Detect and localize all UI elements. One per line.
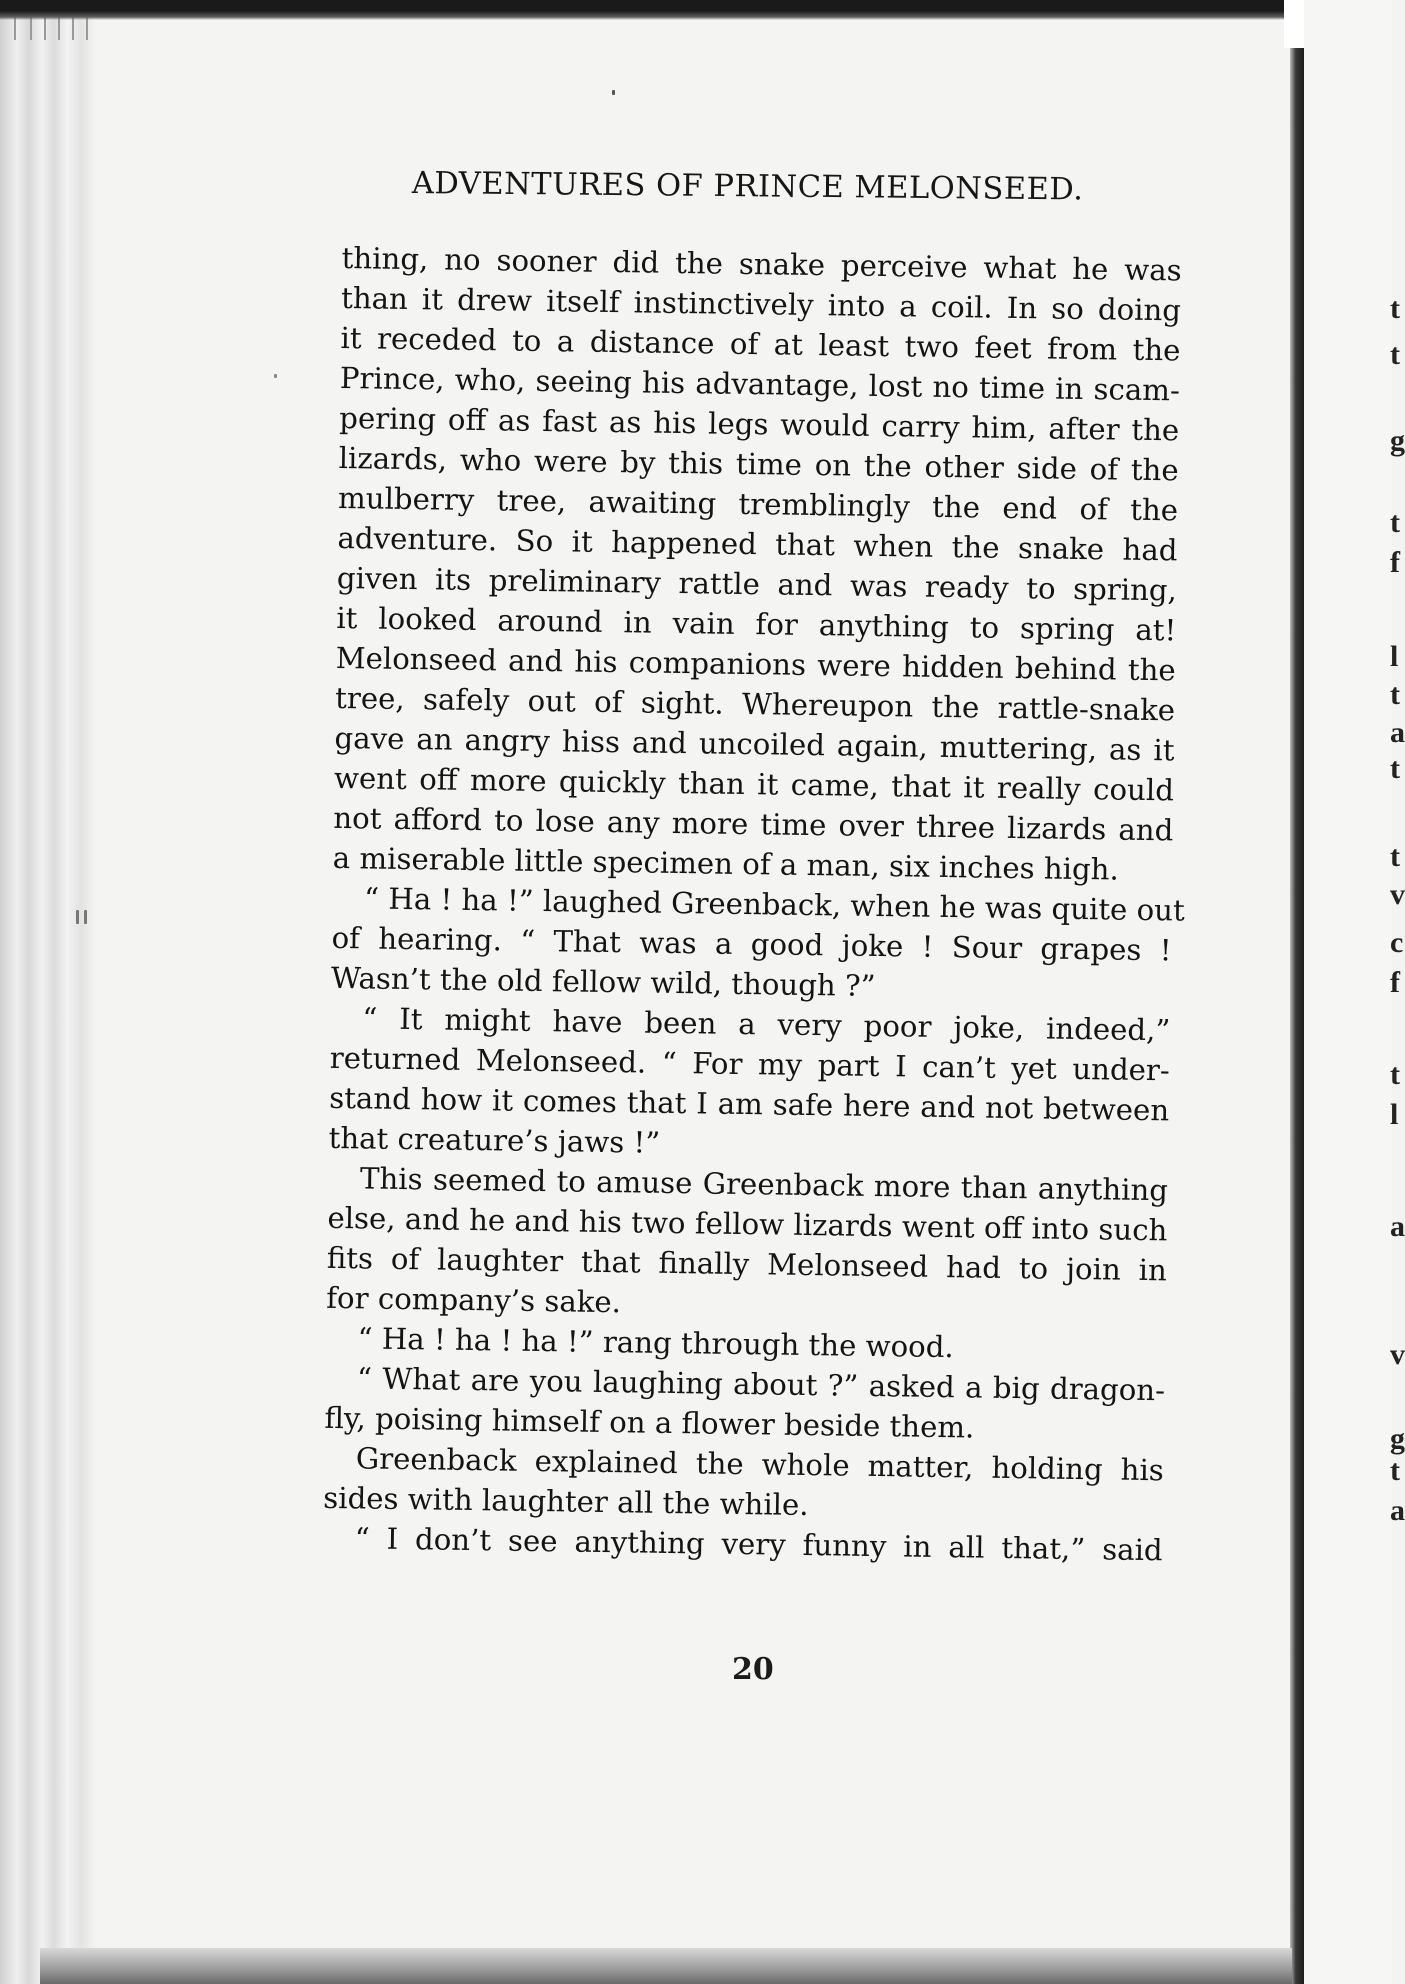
page-stack-edge — [0, 0, 96, 1984]
facing-page-fragment: v — [1390, 878, 1405, 911]
facing-page-fragment: f — [1390, 546, 1400, 579]
gutter-highlight — [1284, 0, 1306, 48]
text-line: “ What are you laughing about ?” asked a big dragon- — [356, 1361, 1166, 1408]
body-text — [323, 238, 1212, 1568]
running-head: ADVENTURES OF PRINCE MELONSEED. — [411, 166, 1084, 208]
facing-page-fragment: t — [1390, 1454, 1400, 1487]
text-line: This seemed to amuse Greenback more than anything — [359, 1161, 1169, 1208]
text-line: for company’s sake. — [326, 1280, 622, 1320]
facing-page — [1304, 0, 1405, 1984]
text-line: else, and he and his two fellow lizards went off into such — [327, 1200, 1168, 1248]
dust-speck — [84, 910, 87, 924]
text-line: fly, poising himself on a flower beside them. — [324, 1400, 975, 1445]
text-line: not afford to lose any more time over three lizards and — [333, 800, 1174, 848]
facing-page-fragment: t — [1390, 506, 1400, 539]
facing-page-fragment: g — [1390, 1422, 1405, 1455]
text-line: tree, safely out of sight. Whereupon the rattle-snake — [334, 680, 1176, 728]
facing-page-fragment: l — [1390, 640, 1399, 673]
text-line: a miserable little specimen of a man, six inches high. — [332, 840, 1120, 887]
text-line: gave an angry hiss and uncoiled again, muttering, as it — [334, 720, 1175, 768]
text-line: given its preliminary rattle and was ready to spring, — [336, 560, 1178, 608]
facing-page-fragment: t — [1390, 338, 1400, 371]
gutter-shadow — [1290, 0, 1304, 1984]
text-line: thing, no sooner did the snake perceive what he was — [341, 240, 1182, 288]
facing-page-fragment: l — [1390, 1098, 1399, 1131]
dust-speck — [76, 910, 79, 924]
text-line: it receded to a distance of at least two feet from the — [340, 320, 1181, 368]
text-line: sides with laughter all the while. — [323, 1480, 809, 1523]
top-shadow — [0, 0, 1392, 20]
text-line: pering off as fast as his legs would carry him, after the — [339, 400, 1180, 448]
facing-page-fragment: t — [1390, 840, 1400, 873]
text-line: “ It might have been a very poor joke, indeed,” — [362, 1001, 1171, 1048]
facing-page-fragment: f — [1390, 966, 1400, 999]
facing-page-fragment: a — [1390, 716, 1405, 749]
text-line: “ Ha ! ha ! ha !” rang through the wood. — [357, 1321, 954, 1365]
dust-speck — [274, 374, 277, 378]
facing-page-fragment: g — [1390, 424, 1405, 457]
text-line: mulberry tree, awaiting tremblingly the end of the — [337, 480, 1179, 528]
text-line: “ I don’t see anything very funny in all that,” said — [354, 1521, 1163, 1568]
facing-page-fragment: a — [1390, 1494, 1405, 1527]
text-line: adventure. So it happened that when the snake had — [337, 520, 1178, 568]
facing-page-fragment: t — [1390, 752, 1400, 785]
facing-page-fragment: t — [1390, 292, 1400, 325]
page-number: 20 — [732, 1652, 774, 1687]
text-line: Melonseed and his companions were hidden behind the — [335, 640, 1176, 688]
text-line: it looked around in vain for anything to spring at! — [336, 600, 1177, 648]
text-line: than it drew itself instinctively into a coil. In so doing — [340, 280, 1182, 328]
text-line: fits of laughter that finally Melonseed had to join in — [326, 1240, 1168, 1288]
text-line: “ Ha ! ha !” laughed Greenback, when he was quite out — [363, 881, 1185, 928]
text-line: Prince, who, seeing his advantage, lost no time in scam- — [339, 360, 1181, 408]
text-line: lizards, who were by this time on the other side of the — [338, 440, 1179, 488]
text-line: returned Melonseed. “ For my part I can’t yet under- — [329, 1040, 1170, 1088]
text-line: that creature’s jaws !” — [328, 1120, 661, 1160]
facing-page-fragment: t — [1390, 1058, 1400, 1091]
facing-page-fragment: t — [1390, 678, 1400, 711]
dust-speck — [612, 90, 615, 95]
facing-page-fragment: v — [1390, 1338, 1405, 1371]
text-line: stand how it comes that I am safe here and not between — [328, 1080, 1170, 1128]
text-line: of hearing. “ That was a good joke ! Sour grapes ! — [331, 920, 1172, 968]
text-line: went off more quickly than it came, that it really could — [333, 760, 1175, 808]
bottom-shadow — [40, 1948, 1292, 1984]
facing-page-fragment: c — [1390, 926, 1404, 959]
facing-page-fragment: a — [1390, 1210, 1405, 1243]
text-line: Wasn’t the old fellow wild, though ?” — [330, 960, 876, 1003]
text-line: Greenback explained the whole matter, holding his — [355, 1441, 1165, 1488]
